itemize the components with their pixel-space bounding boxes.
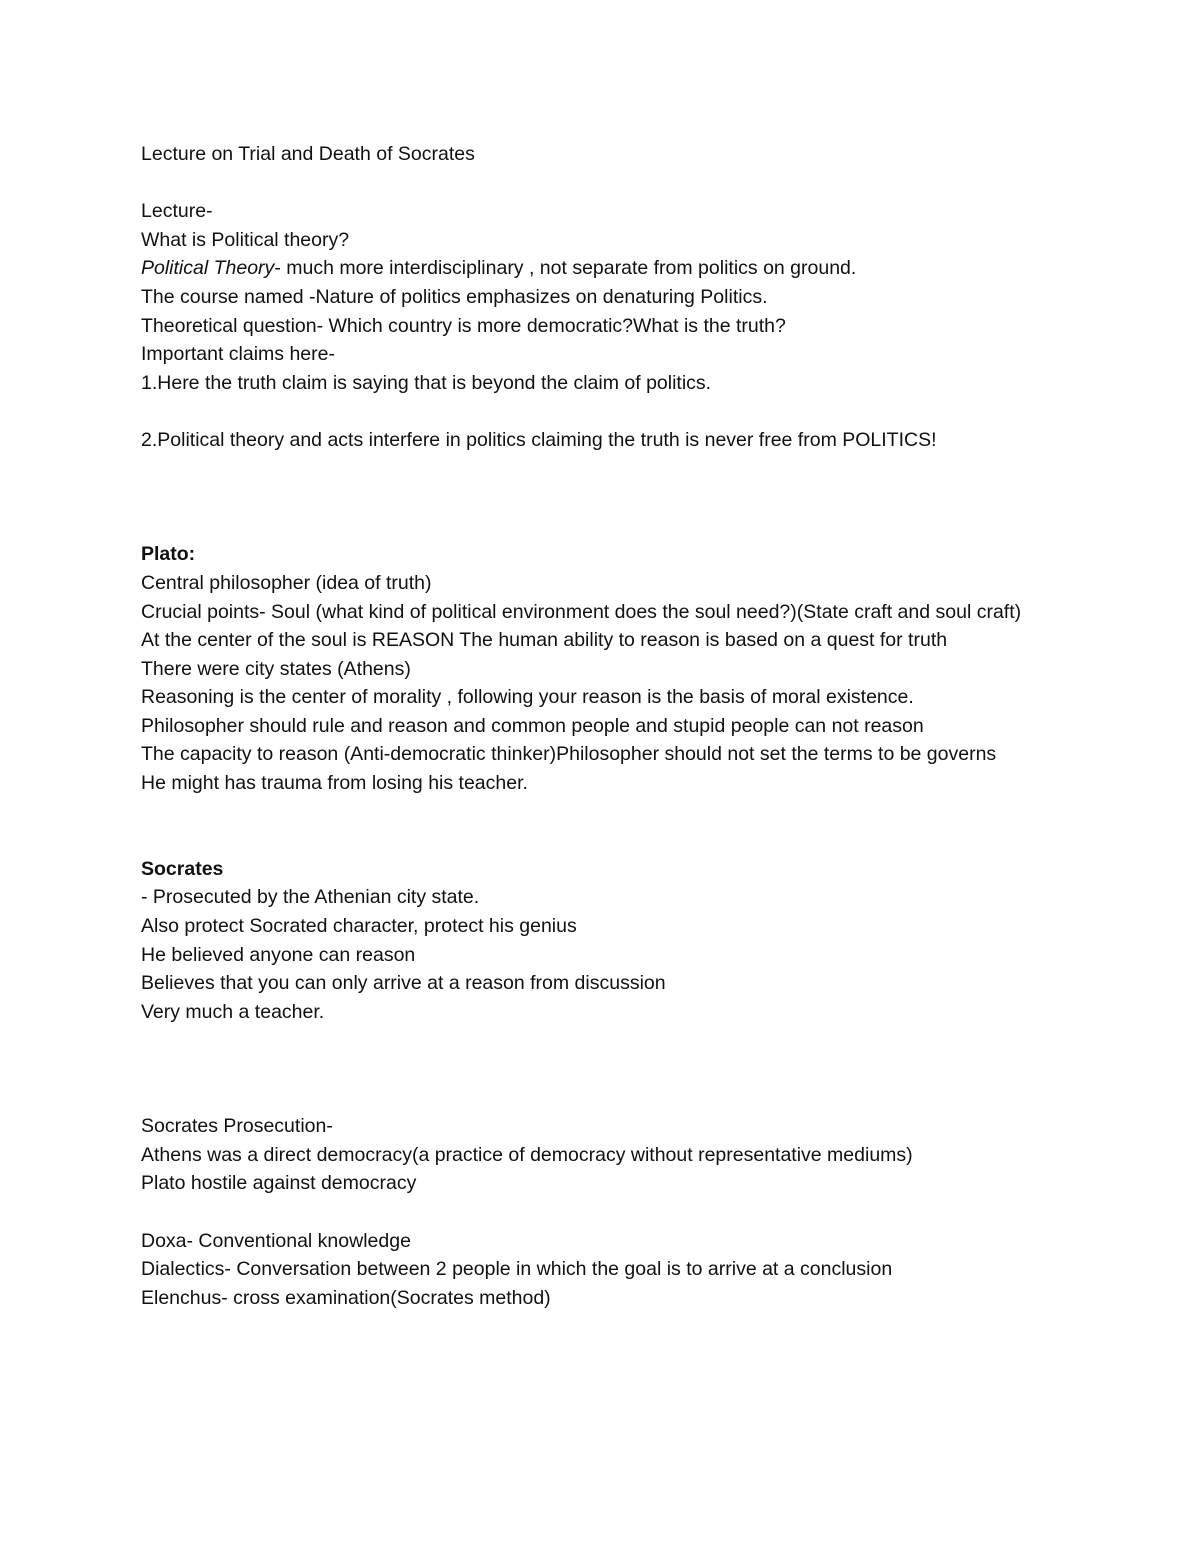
plato-line: He might has trauma from losing his teacher. <box>141 772 528 795</box>
socrates-line: Believes that you can only arrive at a reason from discussion <box>141 972 666 995</box>
plato-line: Crucial points- Soul (what kind of political environment does the soul need?)(State craft and soul craft) <box>141 600 1022 623</box>
intro-heading: Lecture- <box>141 200 213 223</box>
plato-line: Reasoning is the center of morality , following your reason is the basis of moral existence. <box>141 686 914 709</box>
document-body <box>141 140 1061 1312</box>
plato-heading: Plato: <box>141 543 196 566</box>
course-line: The course named -Nature of politics emphasizes on denaturing Politics. <box>141 285 768 308</box>
intro-question: What is Political theory? <box>141 228 350 251</box>
term-line: Doxa- Conventional knowledge <box>141 1229 411 1252</box>
plato-line: Philosopher should rule and reason and common people and stupid people can not reason <box>141 714 924 737</box>
political-theory-line <box>141 254 1061 283</box>
spacer <box>141 455 1061 541</box>
term-line: Dialectics- Conversation between 2 people in which the goal is to arrive at a conclusion <box>141 1258 893 1281</box>
document-title: Lecture on Trial and Death of Socrates <box>141 143 475 165</box>
socrates-line: He believed anyone can reason <box>141 943 416 966</box>
spacer <box>141 1026 1061 1112</box>
spacer <box>141 1198 1061 1227</box>
spacer <box>141 397 1061 426</box>
socrates-line: Also protect Socrated character, protect his genius <box>141 915 577 938</box>
plato-line: At the center of the soul is REASON The human ability to reason is based on a quest for truth <box>141 629 948 652</box>
plato-line: Central philosopher (idea of truth) <box>141 571 432 594</box>
spacer <box>141 798 1061 855</box>
claim-1: 1.Here the truth claim is saying that is beyond the claim of politics. <box>141 371 712 394</box>
socrates-heading: Socrates <box>141 857 224 880</box>
claims-heading: Important claims here- <box>141 343 335 366</box>
spacer <box>141 169 1061 198</box>
term-line: Elenchus- cross examination(Socrates method) <box>141 1286 551 1309</box>
political-theory-term: Political Theory <box>141 257 275 280</box>
prosecution-line: Plato hostile against democracy <box>141 1172 417 1195</box>
theoretical-question: Theoretical question- Which country is more democratic?What is the truth? <box>141 314 786 337</box>
plato-line: There were city states (Athens) <box>141 657 411 680</box>
claim-2: 2.Political theory and acts interfere in politics claiming the truth is never free from POLITICS! <box>141 428 937 451</box>
socrates-line: - Prosecuted by the Athenian city state. <box>141 886 480 909</box>
prosecution-heading: Socrates Prosecution- <box>141 1115 333 1138</box>
political-theory-definition: - much more interdisciplinary , not separate from politics on ground. <box>274 257 857 280</box>
socrates-line: Very much a teacher. <box>141 1000 325 1023</box>
prosecution-line: Athens was a direct democracy(a practice of democracy without representative mediums) <box>141 1143 913 1166</box>
plato-line: The capacity to reason (Anti-democratic thinker)Philosopher should not set the terms to be governs <box>141 743 997 766</box>
